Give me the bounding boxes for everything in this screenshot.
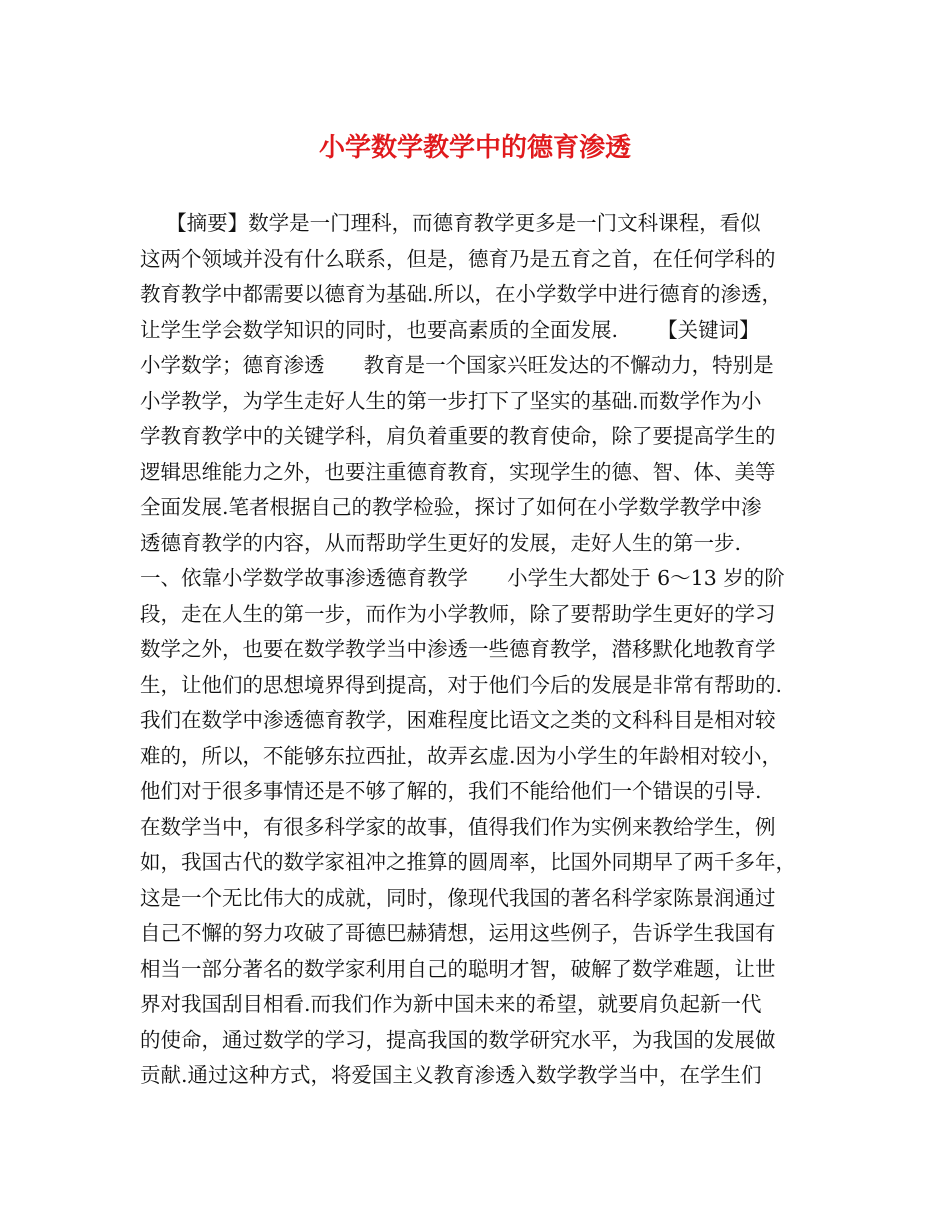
body-line: 这两个领域并没有什么联系，但是，德育乃是五育之首，在任何学科的 xyxy=(140,246,776,271)
body-line: 教育教学中都需要以德育为基础.所以，在小学数学中进行德育的渗透， xyxy=(140,282,783,306)
body-line: 【摘要】数学是一门理科，而德育教学更多是一门文科课程，看似 xyxy=(140,211,761,235)
body-line: 这是一个无比伟大的成就，同时，像现代我国的著名科学家陈景润通过 xyxy=(140,885,776,910)
body-line: 一、依靠小学数学故事渗透德育教学 小学生大都处于 6～13 岁的阶 xyxy=(140,566,785,590)
body-line: 我们在数学中渗透德育教学，困难程度比语文之类的文科科目是相对较 xyxy=(140,708,776,732)
body-line: 数学之外，也要在数学教学当中渗透一些德育教学，潜移默化地教育学 xyxy=(140,637,776,661)
body-line: 界对我国刮目相看.而我们作为新中国未来的希望，就要肩负起新一代 xyxy=(140,992,762,1016)
body-line: 如，我国古代的数学家祖冲之推算的圆周率，比国外同期早了两千多年， xyxy=(140,850,796,874)
document-title: 小学数学教学中的德育渗透 xyxy=(318,133,631,163)
body-line: 自己不懈的努力攻破了哥德巴赫猜想，运用这些例子，告诉学生我国有 xyxy=(140,921,776,945)
document-body xyxy=(140,206,840,1094)
body-line: 透德育教学的内容，从而帮助学生更好的发展，走好人生的第一步. xyxy=(140,530,742,555)
body-line: 他们对于很多事情还是不够了解的，我们不能给他们一个错误的引导. xyxy=(140,779,762,803)
body-line: 在数学当中，有很多科学家的故事，值得我们作为实例来教给学生，例 xyxy=(140,814,776,839)
body-line: 生，让他们的思想境界得到提高，对于他们今后的发展是非常有帮助的. xyxy=(140,672,783,697)
body-line: 全面发展.笔者根据自己的教学检验，探讨了如何在小学数学教学中渗 xyxy=(140,495,762,519)
body-line: 逻辑思维能力之外，也要注重德育教育，实现学生的德、智、体、美等 xyxy=(140,459,776,484)
body-line: 学教育教学中的关键学科，肩负着重要的教育使命，除了要提高学生的 xyxy=(140,424,776,448)
body-line: 小学教学，为学生走好人生的第一步打下了坚实的基础.而数学作为小 xyxy=(140,388,762,413)
body-line: 让学生学会数学知识的同时，也要高素质的全面发展. 【关键词】 xyxy=(140,317,760,342)
body-line: 小学数学；德育渗透 教育是一个国家兴旺发达的不懈动力，特别是 xyxy=(140,353,774,377)
body-line: 段，走在人生的第一步，而作为小学教师，除了要帮助学生更好的学习 xyxy=(140,601,776,626)
body-line: 相当一部分著名的数学家利用自己的聪明才智，破解了数学难题，让世 xyxy=(140,956,776,981)
body-line: 的使命，通过数学的学习，提高我国的数学研究水平，为我国的发展做 xyxy=(140,1027,776,1052)
body-line: 贡献.通过这种方式，将爱国主义教育渗透入数学教学当中，在学生们 xyxy=(140,1063,762,1087)
body-line: 难的，所以，不能够东拉西扯，故弄玄虚.因为小学生的年龄相对较小， xyxy=(140,743,783,768)
